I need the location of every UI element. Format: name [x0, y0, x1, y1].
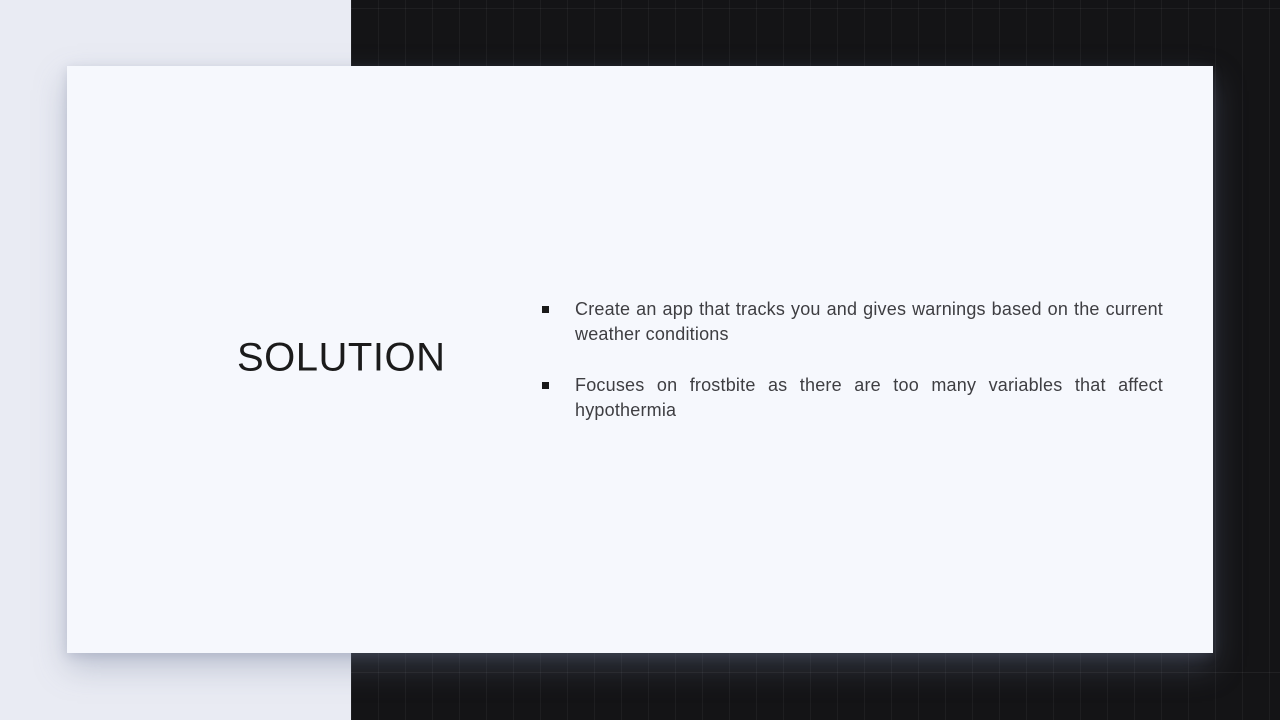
- bullet-item: [539, 373, 1163, 423]
- bullet-square-icon: [542, 382, 549, 389]
- slide-title: SOLUTION: [237, 335, 446, 380]
- bullet-item: [539, 297, 1163, 347]
- bullet-text: Focuses on frostbite as there are too many variables that affect hypothermia: [575, 374, 1163, 420]
- bullet-text: Create an app that tracks you and gives warnings based on the current weather conditions: [575, 298, 1163, 344]
- bullet-list: [539, 297, 1163, 423]
- slide-card: [67, 66, 1213, 653]
- bullet-square-icon: [542, 306, 549, 313]
